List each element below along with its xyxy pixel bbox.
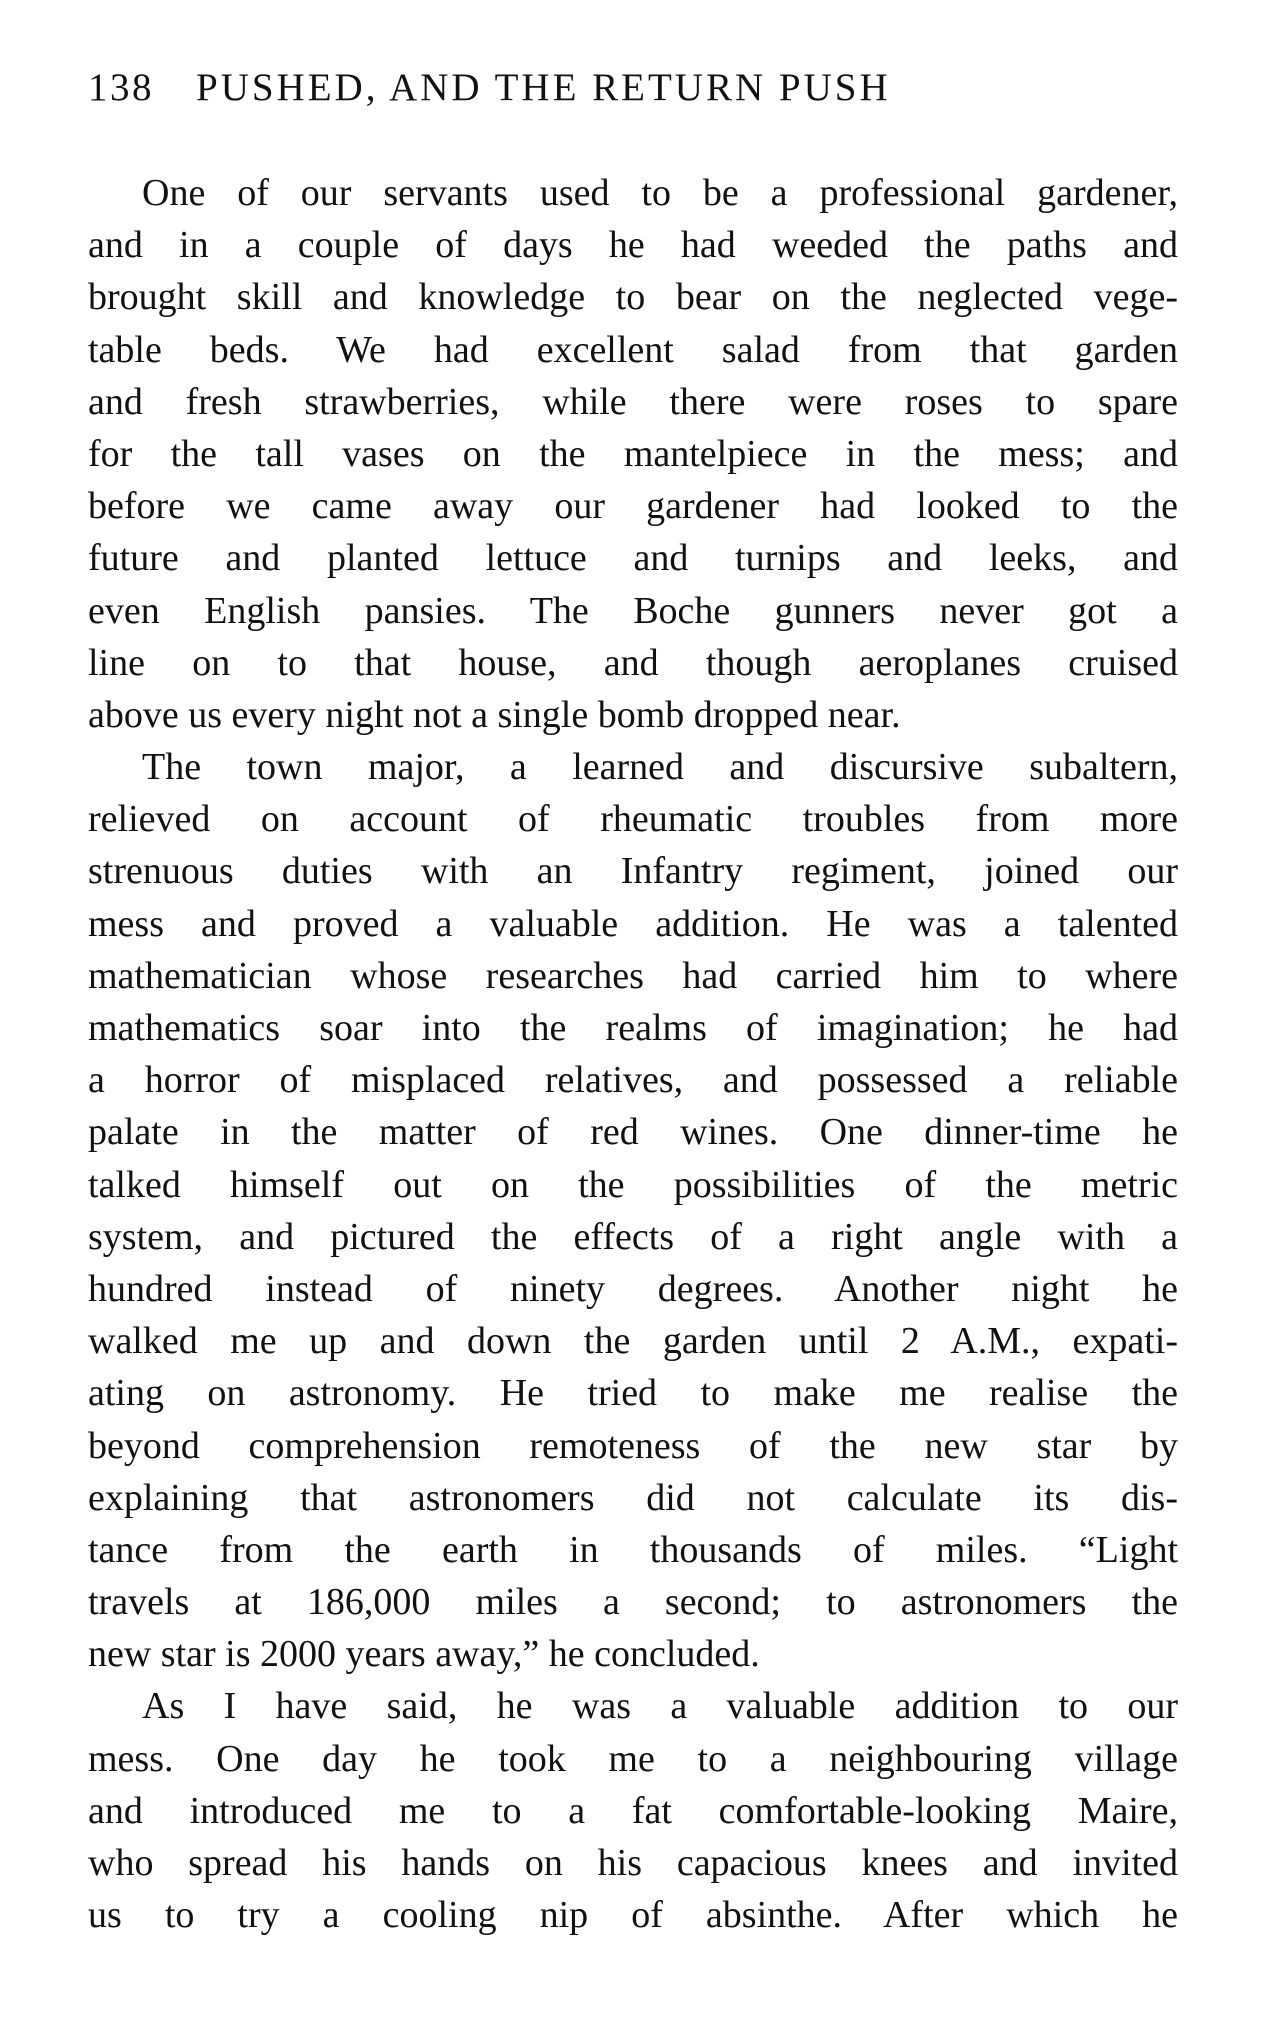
text-line: relieved on account of rheumatic troubles from more (88, 798, 1178, 841)
text-line: travels at 186,000 miles a second; to astronomers the (88, 1581, 1178, 1624)
text-line: before we came away our gardener had looked to the (88, 485, 1178, 528)
text-line: talked himself out on the possibilities of the metric (88, 1163, 1178, 1206)
page-header (88, 66, 1178, 110)
text-line: new star is 2000 years away,” he concluded. (88, 1633, 760, 1676)
text-line: table beds. We had excellent salad from that garden (88, 328, 1178, 371)
text-line: mess and proved a valuable addition. He was a talented (88, 902, 1178, 945)
text-line: above us every night not a single bomb dropped near. (88, 693, 901, 736)
text-line: a horror of misplaced relatives, and possessed a reliable (88, 1059, 1178, 1102)
text-line: mathematics soar into the realms of imagination; he had (88, 1007, 1178, 1049)
text-line: strenuous duties with an Infantry regiment, joined our (88, 850, 1178, 893)
text-line: future and planted lettuce and turnips and leeks, and (88, 537, 1178, 580)
text-line: hundred instead of ninety degrees. Another night he (88, 1267, 1178, 1310)
text-line: palate in the matter of red wines. One dinner-time he (88, 1111, 1178, 1154)
text-line: for the tall vases on the mantelpiece in the mess; and (88, 432, 1178, 475)
text-line: mathematician whose researches had carried him to where (88, 954, 1178, 997)
text-line: even English pansies. The Boche gunners never got a (88, 589, 1178, 632)
text-line: walked me up and down the garden until 2 A.M., expati- (88, 1320, 1178, 1363)
text-line: brought skill and knowledge to bear on the neglected vege- (88, 276, 1178, 319)
text-line: mess. One day he took me to a neighbouring village (88, 1737, 1178, 1780)
text-line: and in a couple of days he had weeded the paths and (88, 224, 1178, 267)
text-line: and fresh strawberries, while there were roses to spare (88, 380, 1178, 423)
text-line: beyond comprehension remoteness of the new star by (88, 1424, 1178, 1467)
page-number: 138 (88, 66, 154, 109)
body-text (88, 167, 1178, 1941)
text-line: who spread his hands on his capacious knees and invited (88, 1842, 1178, 1884)
text-line: As I have said, he was a valuable addition to our (142, 1685, 1178, 1728)
text-line: line on to that house, and though aeroplanes cruised (88, 641, 1178, 684)
text-line: system, and pictured the effects of a right angle with a (88, 1215, 1178, 1258)
text-line: ating on astronomy. He tried to make me realise the (88, 1372, 1178, 1415)
text-line: and introduced me to a fat comfortable-looking Maire, (88, 1789, 1178, 1832)
text-line: us to try a cooling nip of absinthe. After which he (88, 1894, 1178, 1937)
running-title: PUSHED, AND THE RETURN PUSH (196, 66, 891, 109)
text-line: tance from the earth in thousands of miles. “Light (88, 1528, 1178, 1571)
text-line: One of our servants used to be a professional gardener, (142, 172, 1178, 214)
text-line: The town major, a learned and discursive subaltern, (142, 746, 1178, 789)
text-line: explaining that astronomers did not calculate its dis- (88, 1476, 1178, 1519)
